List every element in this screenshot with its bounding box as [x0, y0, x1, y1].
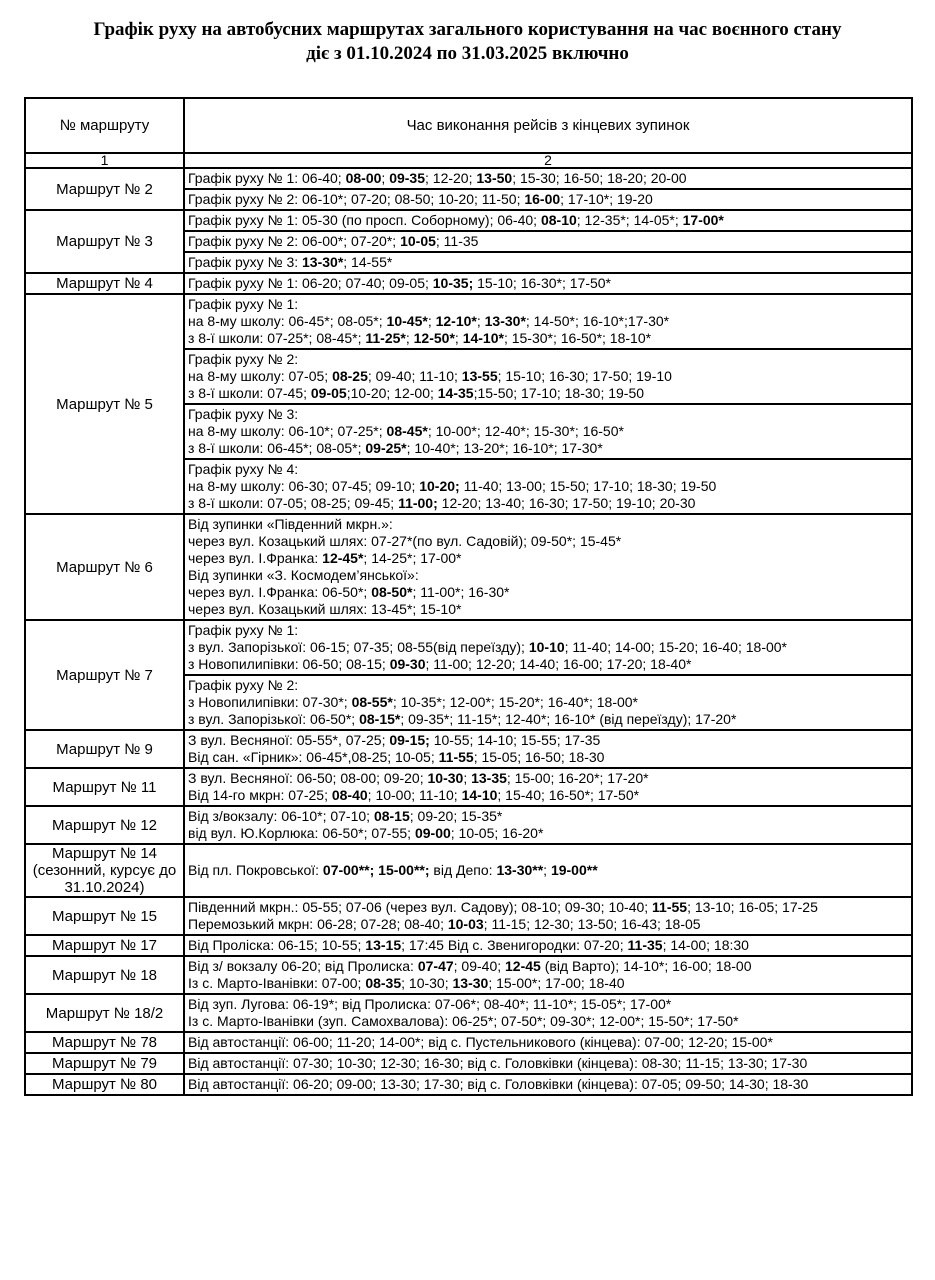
schedule-cell — [184, 1074, 912, 1095]
schedule-text: Від з/вокзалу: 06-10*; 07-10; — [188, 808, 374, 824]
route-number: Маршрут № 80 — [25, 1074, 184, 1095]
schedule-cell — [184, 459, 912, 514]
schedule-text: ; 14-00; 18:30 — [662, 937, 749, 953]
schedule-table-body — [25, 98, 912, 1095]
schedule-cell — [184, 956, 912, 994]
schedule-time-bold: 14-35 — [437, 385, 474, 401]
schedule-time-bold: 08-50* — [371, 584, 413, 600]
schedule-time-bold: 13-35 — [471, 770, 507, 786]
schedule-text: з вул. Запорізької: 06-15; 07-35; 08-55(від переїзду); — [188, 639, 529, 655]
schedule-cell — [184, 231, 912, 252]
schedule-text: Із с. Марто-Іванівки (зуп. Самохвалова): 06-25*; 07-50*; 09-30*; 12-00*; 15-50*; 17-50* — [188, 1013, 739, 1029]
schedule-line — [188, 1013, 908, 1030]
schedule-text: Південний мкрн.: 05-55; 07-06 (через вул. Садову); 08-10; 09-30; 10-40; — [188, 899, 653, 915]
schedule-time-bold: 12-10* — [435, 313, 477, 329]
schedule-text: ; — [381, 170, 390, 186]
schedule-line — [188, 825, 908, 842]
schedule-text: через вул. Козацький шлях: 07-27*(по вул. Садовій); 09-50*; 15-45* — [188, 533, 622, 549]
schedule-cell — [184, 1032, 912, 1053]
schedule-text: ; 11-40; 14-00; 15-20; 16-40; 18-00* — [564, 639, 787, 655]
schedule-line — [188, 533, 908, 550]
schedule-text: Графік руху № 3: — [188, 254, 303, 270]
schedule-text: з Новопилипівки: 06-50; 08-15; — [188, 656, 390, 672]
schedule-cell — [184, 514, 912, 620]
schedule-text: Графік руху № 2: 06-10*; 07-20; 08-50; 10-20; 11-50; — [188, 191, 525, 207]
route-number: Маршрут № 5 — [25, 294, 184, 514]
header-route: № маршруту — [25, 98, 184, 153]
route-number: Маршрут № 7 — [25, 620, 184, 730]
schedule-line — [188, 1076, 908, 1093]
schedule-text: з 8-ї школи: 06-45*; 08-05*; — [188, 440, 366, 456]
schedule-text: з вул. Запорізької: 06-50*; — [188, 711, 360, 727]
schedule-line — [188, 937, 908, 954]
schedule-text: З вул. Весняної: 05-55*, 07-25; — [188, 732, 390, 748]
schedule-text: від вул. Ю.Корлюка: 06-50*; 07-55; — [188, 825, 415, 841]
schedule-text: Від сан. «Гірник»: 06-45*,08-25; 10-05; — [188, 749, 439, 765]
table-row — [25, 844, 912, 897]
schedule-text: Графік руху № 2: 06-00*; 07-20*; — [188, 233, 401, 249]
schedule-text: Графік руху № 1: — [188, 622, 299, 638]
schedule-text: ; 10-05; 16-20* — [450, 825, 544, 841]
schedule-text: на 8-му школу: 07-05; — [188, 368, 333, 384]
schedule-text: ; 12-35*; 14-05*; — [576, 212, 683, 228]
schedule-text: Від зупинки «Південний мкрн.»: — [188, 516, 393, 532]
table-row — [25, 273, 912, 294]
schedule-cell — [184, 294, 912, 349]
schedule-line — [188, 368, 908, 385]
header-schedule: Час виконання рейсів з кінцевих зупинок — [184, 98, 912, 153]
schedule-text: через вул. І.Франка: 06-50*; — [188, 584, 372, 600]
title-line-2: діє з 01.10.2024 по 31.03.2025 включно — [306, 43, 629, 64]
schedule-cell — [184, 168, 912, 189]
schedule-time-bold: 13-50 — [476, 170, 513, 186]
schedule-time-bold: 16-00 — [524, 191, 561, 207]
schedule-text: ; 11-00*; 16-30* — [412, 584, 510, 600]
schedule-line — [188, 170, 908, 187]
schedule-time-bold: 08-25 — [332, 368, 368, 384]
schedule-time-bold: 07-47 — [417, 958, 454, 974]
schedule-line — [188, 550, 908, 567]
schedule-text: ; — [543, 862, 551, 878]
schedule-text: ; — [405, 330, 414, 346]
schedule-text: Перемозький мкрн: 06-28; 07-28; 08-40; — [188, 916, 448, 932]
schedule-text: ; 15-30*; 16-50*; 18-10* — [503, 330, 652, 346]
schedule-text: Від з/ вокзалу 06-20; від Пролиска: — [188, 958, 418, 974]
schedule-text: з 8-ї школи: 07-05; 08-25; 09-45; — [188, 495, 399, 511]
schedule-text: Графік руху № 1: 05-30 (по просп. Соборному); 06-40; — [188, 212, 541, 228]
route-number: Маршрут № 4 — [25, 273, 184, 294]
schedule-line — [188, 516, 908, 533]
schedule-line — [188, 770, 908, 787]
schedule-time-bold: 09-25* — [365, 440, 407, 456]
schedule-time-bold: 08-55* — [351, 694, 393, 710]
schedule-time-bold: 08-40 — [331, 787, 368, 803]
schedule-cell — [184, 675, 912, 730]
schedule-text: (від Варто); 14-10*; 16-00; 18-00 — [540, 958, 752, 974]
schedule-cell — [184, 189, 912, 210]
schedule-time-bold: 17-00* — [682, 212, 724, 228]
schedule-line — [188, 584, 908, 601]
schedule-cell — [184, 844, 912, 897]
schedule-text: ; 10-00; 11-10; — [367, 787, 462, 803]
route-number: Маршрут № 18 — [25, 956, 184, 994]
route-number: Маршрут № 2 — [25, 168, 184, 210]
schedule-time-bold: 13-30** — [496, 862, 544, 878]
schedule-cell — [184, 897, 912, 935]
schedule-time-bold: 10-03 — [447, 916, 484, 932]
schedule-line — [188, 191, 908, 208]
schedule-text: Графік руху № 1: 06-20; 07-40; 09-05; — [188, 275, 433, 291]
schedule-time-bold: 10-35; — [432, 275, 474, 291]
schedule-line — [188, 233, 908, 250]
table-row — [25, 210, 912, 231]
schedule-time-bold: 13-30 — [452, 975, 489, 991]
route-number: Маршрут № 17 — [25, 935, 184, 956]
schedule-text: ; 14-25*; 17-00* — [363, 550, 462, 566]
schedule-text: 12-20; 13-40; 16-30; 17-50; 19-10; 20-30 — [437, 495, 696, 511]
schedule-line — [188, 656, 908, 673]
schedule-text: Від зуп. Лугова: 06-19*; від Пролиска: 07-06*; 08-40*; 11-10*; 15-05*; 17-00* — [188, 996, 672, 1012]
schedule-time-bold: 09-35 — [389, 170, 425, 186]
schedule-time-bold: 10-20; — [419, 478, 460, 494]
schedule-cell — [184, 620, 912, 675]
schedule-line — [188, 732, 908, 749]
schedule-text: Графік руху № 1: — [188, 296, 299, 312]
schedule-line — [188, 313, 908, 330]
schedule-text: ; — [476, 313, 485, 329]
schedule-text: Від автостанції: 06-20; 09-00; 13-30; 17-30; від с. Головківки (кінцева): 07-05; 09-50; 14-30; 18-30 — [188, 1076, 809, 1092]
table-row — [25, 994, 912, 1032]
schedule-text: З вул. Весняної: 06-50; 08-00; 09-20; — [188, 770, 428, 786]
schedule-time-bold: 14-10* — [462, 330, 504, 346]
schedule-time-bold: 12-50* — [413, 330, 455, 346]
schedule-line — [188, 899, 908, 916]
schedule-time-bold: 09-05 — [310, 385, 347, 401]
schedule-text: ; 11-15; 12-30; 13-50; 16-43; 18-05 — [483, 916, 701, 932]
schedule-text: від Депо: — [429, 862, 497, 878]
schedule-text: ; 09-40; — [453, 958, 506, 974]
schedule-time-bold: 13-15 — [365, 937, 402, 953]
route-number: Маршрут № 11 — [25, 768, 184, 806]
schedule-text: ; 10-35*; 12-00*; 15-20*; 16-40*; 18-00* — [392, 694, 638, 710]
table-row — [25, 1074, 912, 1095]
schedule-text: Від 14-го мкрн: 07-25; — [188, 787, 332, 803]
schedule-line — [188, 862, 908, 879]
title-line-1: Графік руху на автобусних маршрутах загального користування на час воєнного стану — [93, 19, 842, 40]
schedule-cell — [184, 730, 912, 768]
route-number: Маршрут № 6 — [25, 514, 184, 620]
schedule-text: Від автостанції: 07-30; 10-30; 12-30; 16-30; від с. Головківки (кінцева): 08-30; 11-15; 13-30; 17-30 — [188, 1055, 808, 1071]
schedule-line — [188, 916, 908, 933]
schedule-line — [188, 1034, 908, 1051]
schedule-time-bold: 10-45* — [386, 313, 428, 329]
schedule-text: ; 13-10; 16-05; 17-25 — [687, 899, 818, 915]
schedule-text: ;15-50; 17-10; 18-30; 19-50 — [473, 385, 645, 401]
schedule-line — [188, 275, 908, 292]
schedule-text: з Новопилипівки: 07-30*; — [188, 694, 352, 710]
table-row — [25, 768, 912, 806]
schedule-text: ; 09-35*; 11-15*; 12-40*; 16-10* (від переїзду); 17-20* — [400, 711, 737, 727]
table-row — [25, 935, 912, 956]
table-row — [25, 514, 912, 620]
schedule-text: ; — [427, 313, 436, 329]
schedule-line — [188, 808, 908, 825]
schedule-text: ; 11-00; 12-20; 14-40; 16-00; 17-20; 18-40* — [425, 656, 692, 672]
schedule-text: Графік руху № 3: — [188, 406, 299, 422]
schedule-cell — [184, 935, 912, 956]
schedule-line — [188, 694, 908, 711]
route-number: Маршрут № 79 — [25, 1053, 184, 1074]
schedule-text: Графік руху № 4: — [188, 461, 299, 477]
schedule-time-bold: 19-00** — [550, 862, 598, 878]
schedule-text: ; 15-05; 16-50; 18-30 — [473, 749, 605, 765]
schedule-line — [188, 622, 908, 639]
schedule-time-bold: 12-45* — [322, 550, 364, 566]
table-row — [25, 806, 912, 844]
schedule-time-bold: 12-45 — [505, 958, 541, 974]
schedule-text: ; 15-00; 16-20*; 17-20* — [506, 770, 649, 786]
schedule-line — [188, 958, 908, 975]
table-row — [25, 294, 912, 349]
schedule-cell — [184, 210, 912, 231]
schedule-time-bold: 10-05 — [400, 233, 436, 249]
schedule-text: Із с. Марто-Іванівки: 07-00; — [188, 975, 366, 991]
schedule-line — [188, 351, 908, 368]
schedule-cell — [184, 806, 912, 844]
route-number: Маршрут № 12 — [25, 806, 184, 844]
schedule-cell — [184, 349, 912, 404]
schedule-time-bold: 09-00 — [414, 825, 451, 841]
page-title — [0, 18, 935, 66]
table-row — [25, 956, 912, 994]
schedule-text: ; 09-40; 11-10; — [367, 368, 462, 384]
schedule-text: ; 14-50*; 16-10*;17-30* — [525, 313, 670, 329]
schedule-line — [188, 639, 908, 656]
table-row — [25, 168, 912, 189]
schedule-time-bold: 07-00**; 15-00**; — [322, 862, 430, 878]
schedule-cell — [184, 273, 912, 294]
schedule-text: ; 15-00*; 17-00; 18-40 — [488, 975, 625, 991]
schedule-time-bold: 10-10 — [528, 639, 565, 655]
header-num-2: 2 — [184, 153, 912, 168]
schedule-time-bold: 08-10 — [540, 212, 577, 228]
schedule-text: ; 15-10; 16-30; 17-50; 19-10 — [497, 368, 672, 384]
schedule-text: Від пл. Покровської: — [188, 862, 323, 878]
table-row — [25, 1053, 912, 1074]
schedule-line — [188, 1055, 908, 1072]
route-number: Маршрут № 18/2 — [25, 994, 184, 1032]
route-number: Маршрут № 9 — [25, 730, 184, 768]
schedule-time-bold: 11-55 — [438, 749, 474, 765]
schedule-time-bold: 14-10 — [461, 787, 498, 803]
schedule-text: Графік руху № 1: 06-40; — [188, 170, 346, 186]
schedule-line — [188, 677, 908, 694]
schedule-text: через вул. Козацький шлях: 13-45*; 15-10* — [188, 601, 462, 617]
header-num-1: 1 — [25, 153, 184, 168]
schedule-text: 11-40; 13-00; 15-50; 17-10; 18-30; 19-50 — [459, 478, 717, 494]
schedule-time-bold: 10-30 — [427, 770, 464, 786]
schedule-text: ; 15-40; 16-50*; 17-50* — [497, 787, 640, 803]
schedule-time-bold: 09-15; — [389, 732, 430, 748]
schedule-time-bold: 08-35 — [365, 975, 402, 991]
table-row — [25, 897, 912, 935]
schedule-text: ; 17-10*; 19-20 — [560, 191, 653, 207]
schedule-text: ; 10-40*; 13-20*; 16-10*; 17-30* — [406, 440, 603, 456]
schedule-time-bold: 11-35 — [627, 937, 663, 953]
schedule-text: Графік руху № 2: — [188, 351, 299, 367]
schedule-text: Від автостанції: 06-00; 11-20; 14-00*; від с. Пустельникового (кінцева): 07-00; 12-20; 15-00* — [188, 1034, 773, 1050]
schedule-text: Графік руху № 2: — [188, 677, 299, 693]
schedule-line — [188, 975, 908, 992]
schedule-line — [188, 254, 908, 271]
schedule-text: на 8-му школу: 06-45*; 08-05*; — [188, 313, 387, 329]
schedule-line — [188, 330, 908, 347]
schedule-text: ;10-20; 12-00; — [346, 385, 438, 401]
schedule-time-bold: 11-00; — [398, 495, 438, 511]
schedule-text: ; 12-20; — [425, 170, 477, 186]
schedule-text: ; — [463, 770, 472, 786]
route-number: Маршрут № 15 — [25, 897, 184, 935]
schedule-line — [188, 787, 908, 804]
table-row — [25, 620, 912, 675]
schedule-cell — [184, 994, 912, 1032]
schedule-line — [188, 711, 908, 728]
schedule-cell — [184, 1053, 912, 1074]
schedule-line — [188, 567, 908, 584]
schedule-time-bold: 09-30 — [389, 656, 426, 672]
schedule-text: з 8-ї школи: 07-25*; 08-45*; — [188, 330, 366, 346]
table-row — [25, 730, 912, 768]
schedule-text: 10-55; 14-10; 15-55; 17-35 — [429, 732, 601, 748]
schedule-time-bold: 11-25* — [365, 330, 406, 346]
schedule-time-bold: 13-30* — [302, 254, 344, 270]
schedule-text: на 8-му школу: 06-30; 07-45; 09-10; — [188, 478, 420, 494]
schedule-line — [188, 385, 908, 402]
schedule-text: ; 10-00*; 12-40*; 15-30*; 16-50* — [427, 423, 624, 439]
schedule-text: ; 09-20; 15-35* — [409, 808, 503, 824]
schedule-text: ; 11-35 — [435, 233, 479, 249]
route-number: Маршрут № 3 — [25, 210, 184, 273]
schedule-text: Від зупинки «З. Космодем’янської»: — [188, 567, 419, 583]
table-header-row — [25, 98, 912, 153]
schedule-line — [188, 406, 908, 423]
schedule-line — [188, 996, 908, 1013]
schedule-text: 15-10; 16-30*; 17-50* — [473, 275, 611, 291]
schedule-line — [188, 440, 908, 457]
schedule-cell — [184, 404, 912, 459]
schedule-line — [188, 461, 908, 478]
schedule-table — [24, 97, 913, 1096]
schedule-line — [188, 601, 908, 618]
schedule-line — [188, 478, 908, 495]
schedule-time-bold: 08-15* — [359, 711, 401, 727]
schedule-time-bold: 13-30* — [484, 313, 526, 329]
schedule-cell — [184, 768, 912, 806]
schedule-time-bold: 08-00 — [345, 170, 382, 186]
schedule-text: через вул. І.Франка: — [188, 550, 323, 566]
schedule-line — [188, 296, 908, 313]
route-number: Маршрут № 78 — [25, 1032, 184, 1053]
schedule-text: ; 14-55* — [343, 254, 393, 270]
schedule-line — [188, 495, 908, 512]
schedule-time-bold: 13-55 — [461, 368, 498, 384]
schedule-text: з 8-ї школи: 07-45; — [188, 385, 311, 401]
schedule-line — [188, 212, 908, 229]
schedule-text: Від Проліска: 06-15; 10-55; — [188, 937, 366, 953]
schedule-text: ; 15-30; 16-50; 18-20; 20-00 — [512, 170, 687, 186]
schedule-line — [188, 749, 908, 766]
schedule-text: на 8-му школу: 06-10*; 07-25*; — [188, 423, 387, 439]
schedule-text: ; 10-30; — [401, 975, 453, 991]
schedule-time-bold: 08-45* — [386, 423, 428, 439]
route-number: Маршрут № 14 (сезонний, курсує до 31.10.2024) — [25, 844, 184, 897]
schedule-text: ; — [454, 330, 463, 346]
schedule-cell — [184, 252, 912, 273]
schedule-time-bold: 11-55 — [652, 899, 688, 915]
schedule-time-bold: 08-15 — [373, 808, 410, 824]
schedule-line — [188, 423, 908, 440]
table-row — [25, 1032, 912, 1053]
schedule-text: ; 17:45 Від с. Звенигородки: 07-20; — [401, 937, 628, 953]
table-number-row — [25, 153, 912, 168]
